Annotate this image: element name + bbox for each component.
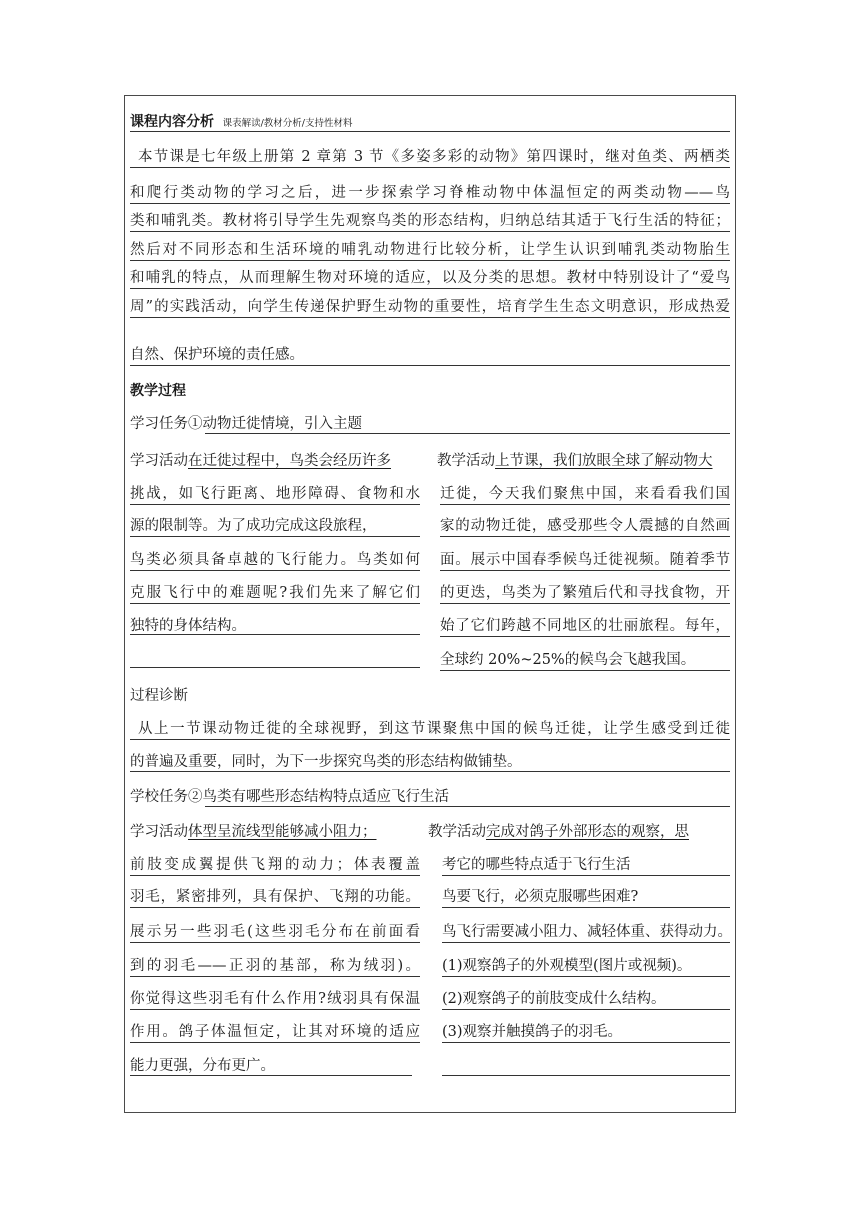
task1-learning-label: 学习活动	[130, 453, 188, 469]
analysis-line-2: 和爬行类动物的学习之后，进一步探索学习脊椎动物中体温恒定的两类动物——鸟	[130, 185, 730, 201]
task1-learning-line-6: 独特的身体结构。	[130, 618, 246, 634]
analysis-subheading: 课表解读/教材分析/支持性材料	[222, 118, 353, 129]
task1-learning-line-4: 鸟类必须具备卓越的飞行能力。鸟类如何	[130, 552, 420, 568]
rule	[440, 570, 730, 571]
diagnosis-label: 过程诊断	[130, 688, 188, 704]
rule	[130, 771, 730, 772]
rule	[130, 167, 730, 168]
rule	[205, 433, 730, 434]
task1-learning-line-3: 源的限制等。为了成功完成这段旅程，	[130, 518, 377, 534]
task2-learning-label: 学习活动	[130, 824, 188, 840]
task2-label: 学校任务②	[130, 789, 203, 805]
task2-learning-line-3: 羽毛，紧密排列，具有保护、飞翔的功能。	[130, 889, 420, 905]
task1-learning-line-2: 挑战，如飞行距离、地形障碍、食物和水	[130, 486, 420, 502]
rule	[442, 1042, 730, 1043]
task2-title-row	[130, 787, 449, 807]
task1-teaching-label: 教学活动	[437, 453, 495, 469]
analysis-line-5: 和哺乳的特点，从而理解生物对环境的适应，以及分类的思想。教材中特别设计了“爱鸟	[130, 270, 730, 286]
rule	[130, 667, 420, 668]
analysis-line-6: 周”的实践活动，向学生传递保护野生动物的重要性，培育学生生态文明意识，形成热爱	[130, 299, 730, 315]
rule	[130, 231, 730, 232]
task1-title-row	[130, 414, 362, 434]
rule	[440, 603, 730, 604]
rule	[130, 536, 420, 537]
task2-learning-line-2: 前肢变成翼提供飞翔的动力；体表覆盖	[130, 857, 420, 873]
rule	[442, 942, 730, 943]
rule	[130, 603, 420, 604]
task1-learning-line-5: 克服飞行中的难题呢?我们先来了解它们	[130, 585, 420, 601]
rule	[130, 260, 730, 261]
task2-teaching-line-7: (3)观察并触摸鸽子的羽毛。	[442, 1024, 623, 1040]
task1-teaching-line-6: 始了它们跨越不同地区的壮丽旅程。每年，	[440, 618, 730, 634]
task2-learning-text-1: 体型呈流线型能够减小阻力；	[188, 824, 377, 840]
task1-title: 动物迁徙情境，引入主题	[202, 416, 362, 432]
rule	[440, 670, 730, 671]
rule	[130, 1009, 420, 1010]
analysis-rule	[130, 131, 730, 132]
task2-learning-line-5: 到的羽毛——正羽的基部，称为绒羽)。	[130, 958, 420, 974]
rule	[130, 875, 420, 876]
rule	[130, 317, 730, 318]
rule	[130, 942, 420, 943]
rule	[130, 634, 420, 635]
rule	[130, 365, 730, 366]
task2-teaching-label: 教学活动	[428, 824, 486, 840]
diagnosis-line-1: 从上一节课动物迁徙的全球视野，到这节课聚焦中国的候鸟迁徙，让学生感受到迁徙	[138, 721, 730, 737]
analysis-heading: 课程内容分析	[130, 114, 214, 130]
task2-teaching-line-2: 考它的哪些特点适于飞行生活	[442, 857, 631, 873]
rule	[440, 636, 730, 637]
rule	[442, 907, 730, 908]
rule	[442, 976, 730, 977]
task1-teaching-text-1: 上节课，我们放眼全球了解动物大	[495, 453, 713, 469]
task1-teaching-line-5: 的更迭，鸟类为了繁殖后代和寻找食物，开	[440, 585, 730, 601]
task1-teaching-line-4: 面。展示中国春季候鸟迁徙视频。随着季节	[440, 552, 730, 568]
analysis-line-1: 本节课是七年级上册第 2 章第 3 节《多姿多彩的动物》第四课时，继对鱼类、两栖类	[138, 149, 730, 165]
task1-teaching-line-7: 全球约 20%~25%的候鸟会飞越我国。	[440, 652, 696, 668]
analysis-line-3: 类和哺乳类。教材将引导学生先观察鸟类的形态结构，归纳总结其适于飞行生活的特征；	[130, 213, 730, 229]
task2-learning-line-8: 能力更强，分布更广。	[130, 1058, 275, 1074]
task2-teaching-line-6: (2)观察鸽子的前肢变成什么结构。	[442, 991, 666, 1007]
task2-teaching-text-1: 完成对鸽子外部形态的观察，思	[486, 824, 689, 840]
task2-teaching-line-3: 鸟要飞行，必须克服哪些困难?	[442, 889, 639, 905]
task1-learning-line-1	[130, 451, 391, 471]
rule	[130, 288, 730, 289]
rule	[442, 1009, 730, 1010]
rule	[130, 203, 730, 204]
rule	[130, 739, 730, 740]
rule	[205, 806, 730, 807]
task1-teaching-line-1	[437, 451, 713, 471]
process-heading: 教学过程	[130, 383, 186, 399]
task2-title: 鸟类有哪些形态结构特点适应飞行生活	[202, 789, 449, 805]
rule	[130, 1042, 420, 1043]
rule	[440, 504, 730, 505]
rule	[130, 1075, 412, 1076]
rule	[442, 875, 730, 876]
rule	[130, 907, 420, 908]
rule	[130, 976, 420, 977]
analysis-line-7: 自然、保护环境的责任感。	[130, 347, 304, 363]
task2-learning-line-1	[130, 822, 377, 842]
task2-learning-line-4: 展示另一些羽毛(这些羽毛分布在前面看	[130, 924, 420, 940]
rule	[440, 536, 730, 537]
rule	[130, 570, 420, 571]
rule	[442, 1075, 730, 1076]
task2-teaching-line-5: (1)观察鸽子的外观模型(图片或视频)。	[442, 958, 692, 974]
task1-label: 学习任务①	[130, 416, 203, 432]
task1-teaching-line-3: 家的动物迁徙，感受那些令人震撼的自然画	[440, 518, 730, 534]
task1-teaching-line-2: 迁徙，今天我们聚焦中国，来看看我们国	[440, 486, 730, 502]
task1-learning-text-1: 在迁徙过程中，鸟类会经历许多	[188, 453, 391, 469]
analysis-line-4: 然后对不同形态和生活环境的哺乳动物进行比较分析，让学生认识到哺乳类动物胎生	[130, 242, 730, 258]
task2-teaching-line-1	[428, 822, 689, 842]
rule	[130, 504, 420, 505]
diagnosis-line-2: 的普遍及重要，同时，为下一步探究鸟类的形态结构做铺垫。	[130, 754, 522, 770]
task2-learning-line-7: 作用。鸽子体温恒定，让其对环境的适应	[130, 1024, 420, 1040]
task2-learning-line-6: 你觉得这些羽毛有什么作用?绒羽具有保温	[130, 991, 420, 1007]
task2-teaching-line-4: 鸟飞行需要减小阻力、减轻体重、获得动力。	[442, 924, 732, 940]
